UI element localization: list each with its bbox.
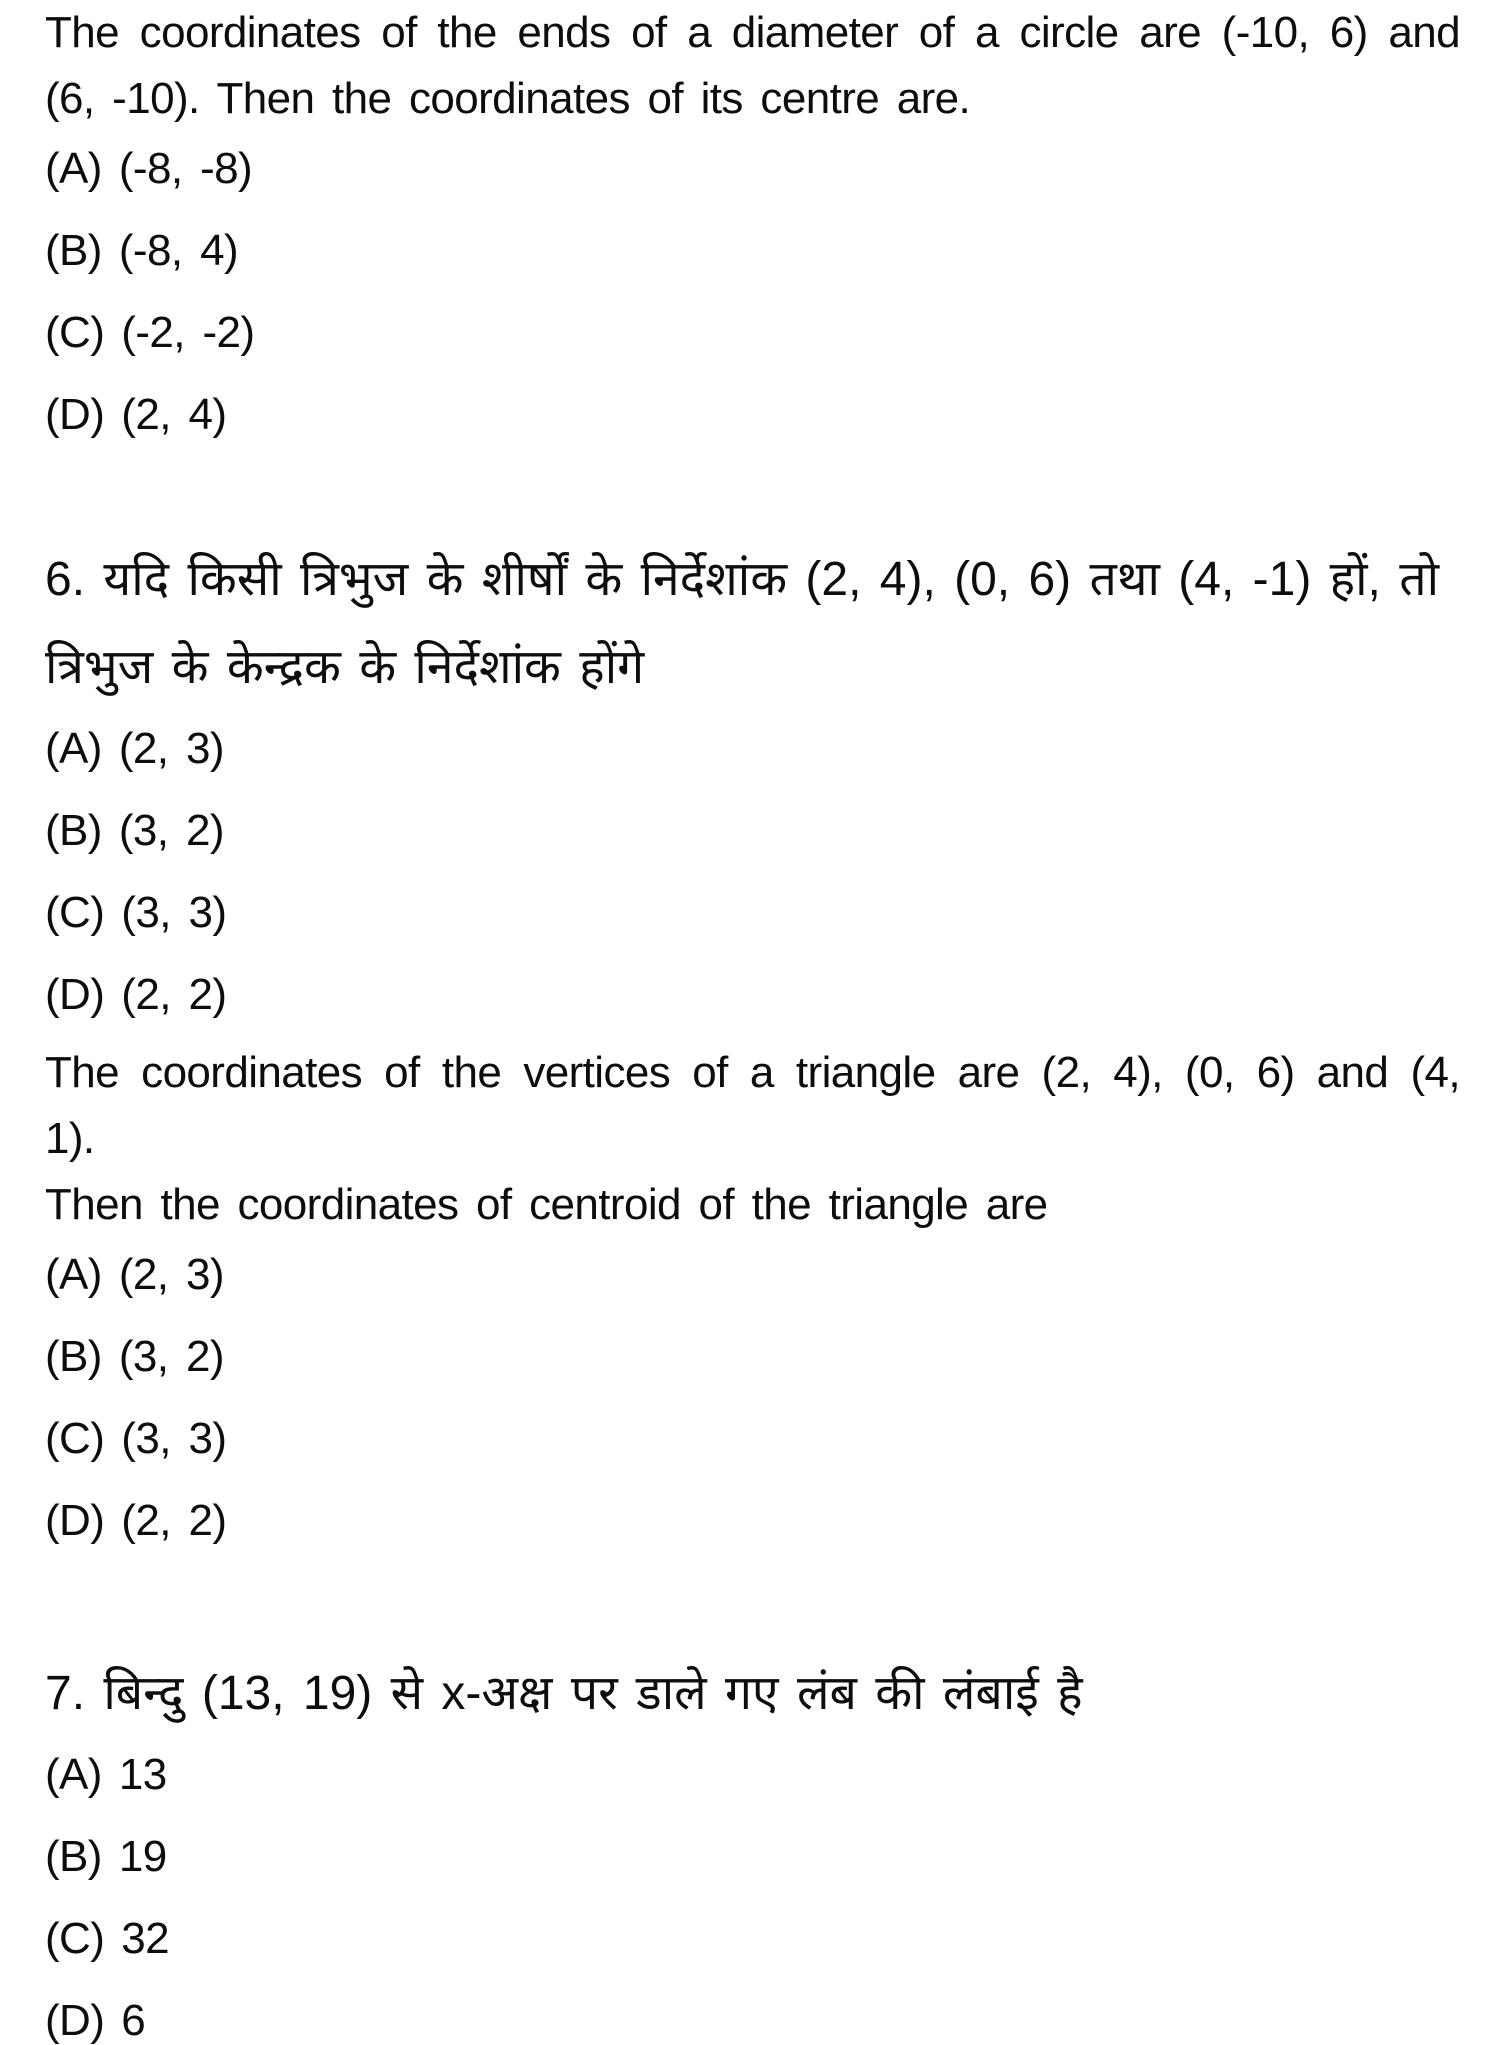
option-label: (A) xyxy=(45,1750,102,1799)
option-label: (A) xyxy=(45,1250,102,1299)
option-value: (2, 2) xyxy=(121,970,227,1019)
question-line: 6. यदि किसी त्रिभुज के शीर्षों के निर्देशांक (2, 4), (0, 6) तथा (4, -1) हों, तो xyxy=(45,553,1440,606)
option-label: (B) xyxy=(45,1332,102,1381)
option-row-a xyxy=(45,144,1460,193)
question-text xyxy=(45,1040,1460,1238)
option-value: (-2, -2) xyxy=(121,308,255,357)
question-block-centroid-english xyxy=(45,1040,1460,1545)
option-value: (-8, 4) xyxy=(118,226,239,275)
question-line: (6, -10). Then the coordinates of its centre are. xyxy=(45,74,971,123)
question-block-perpendicular-hindi xyxy=(45,1650,1460,2045)
option-value: 6 xyxy=(121,1996,146,2045)
option-row-d xyxy=(45,390,1460,439)
question-line: Then the coordinates of centroid of the triangle are xyxy=(45,1180,1048,1229)
options-list xyxy=(45,1250,1460,1545)
option-row-b xyxy=(45,226,1460,275)
option-row-b xyxy=(45,806,1460,855)
options-list xyxy=(45,724,1460,1019)
question-text xyxy=(45,0,1460,132)
option-row-a xyxy=(45,724,1460,773)
question-line: The coordinates of the ends of a diameter of a circle are (-10, 6) and xyxy=(45,8,1460,57)
option-row-a xyxy=(45,1750,1460,1799)
option-label: (D) xyxy=(45,390,105,439)
option-value: (-8, -8) xyxy=(118,144,253,193)
option-row-d xyxy=(45,1496,1460,1545)
option-value: (2, 3) xyxy=(118,724,224,773)
option-row-a xyxy=(45,1250,1460,1299)
option-label: (C) xyxy=(45,308,105,357)
option-row-c xyxy=(45,1414,1460,1463)
option-row-c xyxy=(45,888,1460,937)
question-line: त्रिभुज के केन्द्रक के निर्देशांक होंगे xyxy=(45,641,645,694)
option-label: (B) xyxy=(45,806,102,855)
option-value: 19 xyxy=(118,1832,167,1881)
option-row-d xyxy=(45,1996,1460,2045)
option-label: (C) xyxy=(45,888,105,937)
option-value: 32 xyxy=(121,1914,170,1963)
question-block-diameter-centre xyxy=(45,0,1460,439)
option-label: (D) xyxy=(45,1996,105,2045)
option-value: (3, 3) xyxy=(121,888,227,937)
question-text xyxy=(45,536,1460,712)
option-row-d xyxy=(45,970,1460,1019)
option-value: (2, 3) xyxy=(118,1250,224,1299)
option-label: (D) xyxy=(45,970,105,1019)
option-row-b xyxy=(45,1832,1460,1881)
option-label: (C) xyxy=(45,1914,105,1963)
option-value: (3, 2) xyxy=(118,806,224,855)
option-value: (2, 2) xyxy=(121,1496,227,1545)
option-value: (2, 4) xyxy=(121,390,227,439)
option-label: (C) xyxy=(45,1414,105,1463)
option-value: 13 xyxy=(118,1750,167,1799)
option-row-b xyxy=(45,1332,1460,1381)
options-list xyxy=(45,144,1460,439)
options-list xyxy=(45,1750,1460,2045)
question-text xyxy=(45,1650,1460,1738)
option-label: (B) xyxy=(45,226,102,275)
option-row-c xyxy=(45,1914,1460,1963)
question-line: The coordinates of the vertices of a triangle are (2, 4), (0, 6) and (4, 1). xyxy=(45,1048,1460,1163)
option-value: (3, 3) xyxy=(121,1414,227,1463)
question-line: 7. बिन्दु (13, 19) से x-अक्ष पर डाले गए लंब की लंबाई है xyxy=(45,1667,1083,1720)
option-label: (D) xyxy=(45,1496,105,1545)
option-value: (3, 2) xyxy=(118,1332,224,1381)
option-label: (A) xyxy=(45,724,102,773)
option-label: (A) xyxy=(45,144,102,193)
option-label: (B) xyxy=(45,1832,102,1881)
option-row-c xyxy=(45,308,1460,357)
question-block-centroid-hindi xyxy=(45,536,1460,1019)
